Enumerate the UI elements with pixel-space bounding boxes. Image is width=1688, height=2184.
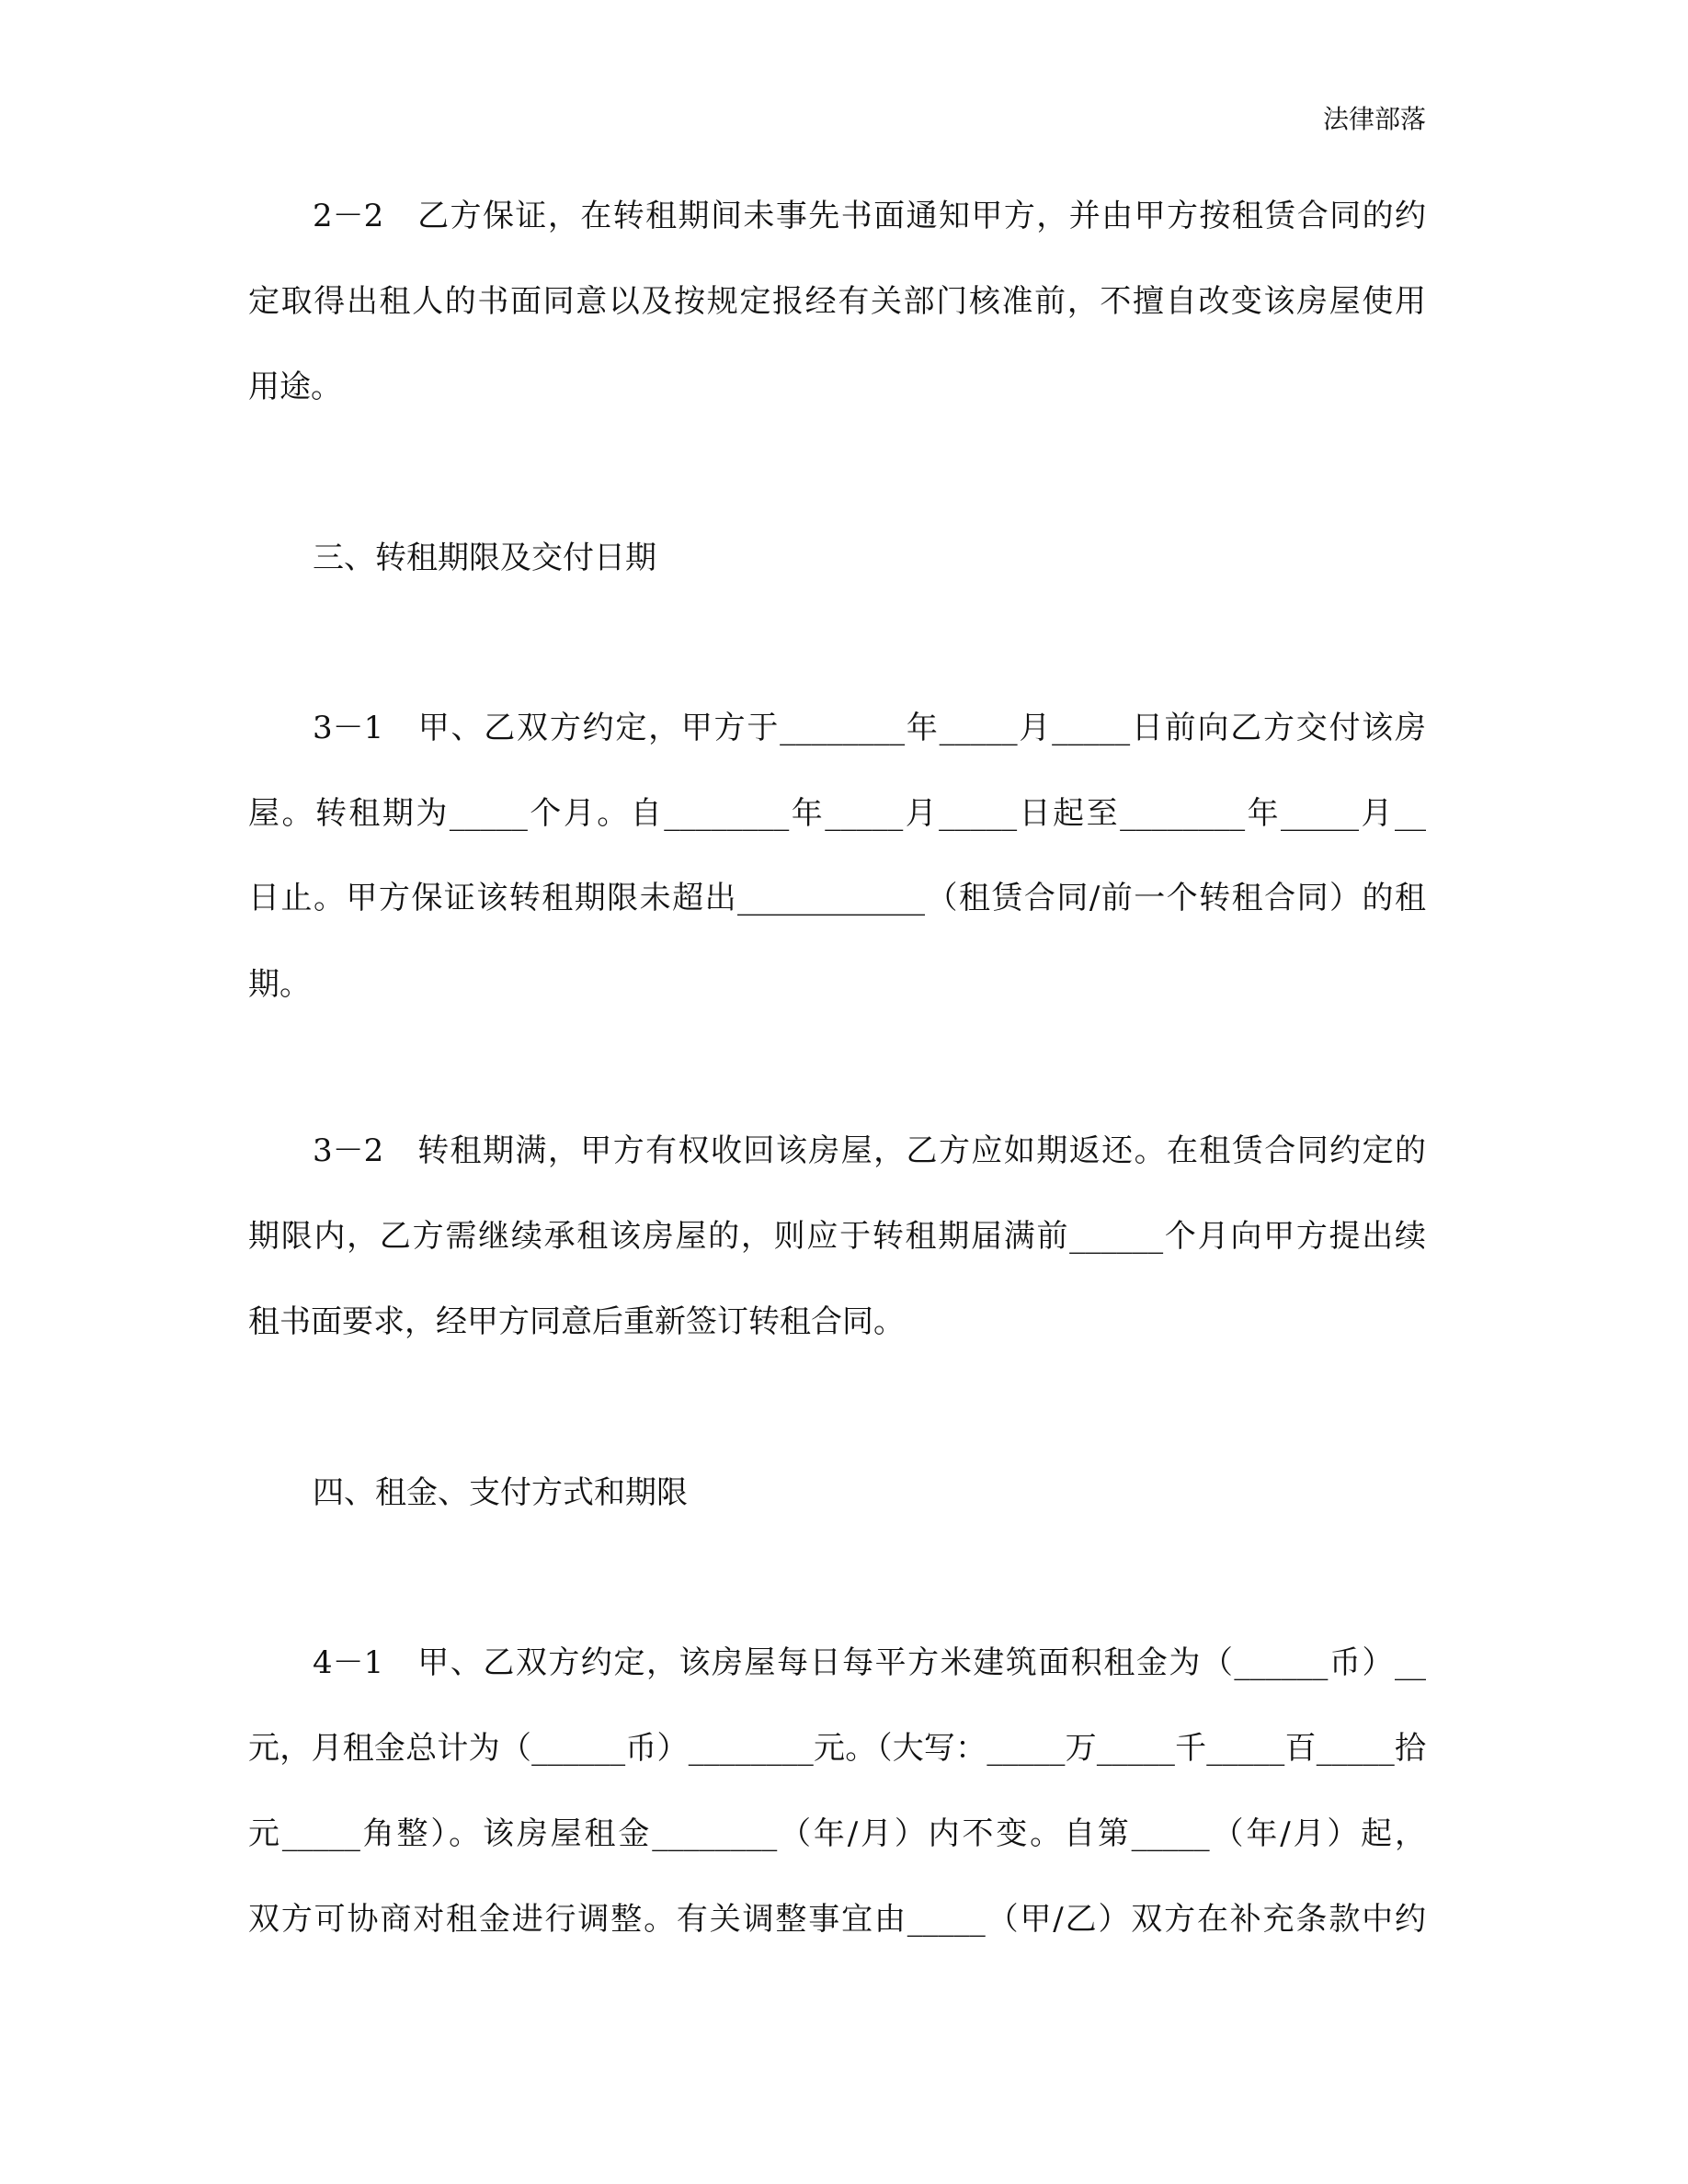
section-4-heading: 四、租金、支付方式和期限 [313, 1474, 688, 1511]
clause-2-2-line: 定取得出租人的书面同意以及按规定报经有关部门核准前，不擅自改变该房屋使用 [248, 283, 1426, 320]
clause-3-2-line: 3－2 转租期满，甲方有权收回该房屋，乙方应如期返还。在租赁合同约定的 [313, 1132, 1426, 1169]
clause-3-1-line: 3－1 甲、乙双方约定，甲方于________年_____月_____日前向乙方交付该房 [313, 710, 1426, 746]
clause-2-2-line: 2－2 乙方保证，在转租期间未事先书面通知甲方，并由甲方按租赁合同的约 [313, 198, 1426, 234]
page-header: 法律部落 [1322, 104, 1426, 134]
clause-2-2-line: 用途。 [248, 369, 342, 405]
clause-3-1-line: 期。 [248, 966, 311, 1003]
clause-4-1-line: 双方可协商对租金进行调整。有关调整事宜由_____（甲/乙）双方在补充条款中约 [248, 1901, 1426, 1938]
clause-4-1-line: 4－1 甲、乙双方约定，该房屋每日每平方米建筑面积租金为（______币）__ [313, 1644, 1426, 1681]
clause-3-2-line: 期限内，乙方需继续承租该房屋的，则应于转租期届满前______个月向甲方提出续 [248, 1218, 1426, 1255]
clause-4-1-line: 元，月租金总计为（______币）________元。（大写：_____万_____千_____百_____拾 [248, 1730, 1426, 1767]
clause-4-1-line: 元_____角整）。该房屋租金________（年/月）内不变。自第_____（年/月）起， [248, 1815, 1426, 1852]
clause-3-1-line: 屋。转租期为_____个月。自________年_____月_____日起至________年_____月__ [248, 795, 1426, 832]
section-3-heading: 三、转租期限及交付日期 [313, 540, 656, 576]
clause-3-2-line: 租书面要求，经甲方同意后重新签订转租合同。 [248, 1303, 905, 1340]
clause-3-1-line: 日止。甲方保证该转租期限未超出____________（租赁合同/前一个转租合同）的租 [248, 880, 1426, 916]
